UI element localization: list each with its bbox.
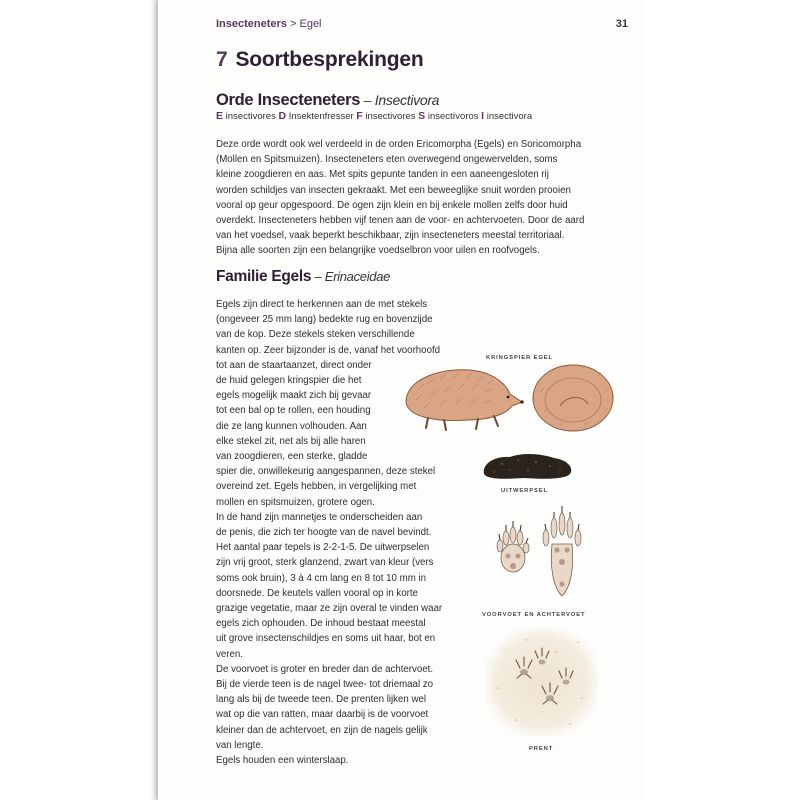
figure-label-prent: PRENT bbox=[529, 746, 554, 752]
intro-line: vooral op geur opgespoord. De ogen zijn klein en bij enkele mollen zelfs door huid bbox=[216, 199, 568, 211]
body-line: de penis, die zich ter hoogte van de navel bevindt. bbox=[216, 527, 432, 539]
track-print-illustration bbox=[486, 628, 598, 736]
body-line: tot aan de staartaanzet, direct onder bbox=[216, 359, 372, 371]
family-heading bbox=[216, 268, 390, 286]
chapter-number: 7 bbox=[216, 48, 228, 71]
body-line: soms ook bruin), 3 à 4 cm lang en 8 tot 10 mm in bbox=[216, 572, 426, 584]
intro-paragraph bbox=[216, 137, 636, 259]
body-line: wat op die van ratten, maar daarbij is de voorvoet bbox=[216, 709, 429, 721]
translation-word-e: insectivores bbox=[225, 111, 276, 122]
hind-foot-illustration bbox=[540, 504, 584, 600]
translation-lang-f: F bbox=[356, 110, 363, 122]
body-line: die ze lang kunnen volhouden. Aan bbox=[216, 420, 367, 432]
body-line: mollen en spitsmuizen, grotere ogen. bbox=[216, 496, 375, 508]
translation-word-i: insectivora bbox=[486, 111, 533, 122]
order-latin: Insectivora bbox=[374, 92, 440, 108]
body-line: grazige vegetatie, maar ze zijn overal te vinden waar bbox=[216, 603, 443, 615]
translation-word-f: insectivores bbox=[365, 111, 416, 122]
translation-lang-i: I bbox=[481, 110, 485, 122]
intro-line: Bijna alle soorten zijn een belangrijke voedselbron voor uilen en roofvogels. bbox=[216, 245, 540, 257]
body-line: zijn vrij groot, sterk glanzend, zwart van kleur (vers bbox=[216, 557, 434, 569]
body-line: de huid gelegen kringspier die het bbox=[216, 375, 362, 387]
running-head-subsection: Egel bbox=[299, 18, 322, 30]
figure-label-kringspier: KRINGSPIER EGEL bbox=[486, 355, 553, 361]
body-line: lang als bij de tweede teen. De prenten lijken wel bbox=[216, 694, 427, 706]
body-line: tot een bal op te rollen, een houding bbox=[216, 405, 371, 417]
body-line: doorsnede. De keutels vallen vooral op in korte bbox=[216, 587, 418, 599]
translations-line bbox=[216, 110, 636, 123]
running-head-separator: > bbox=[286, 18, 300, 30]
figure-label-uitwerpsel: UITWERPSEL bbox=[501, 488, 549, 494]
intro-line: worden schildjes van insecten gekraakt. Met een beweeglijke snuit worden prooien bbox=[216, 184, 571, 196]
dropping-illustration bbox=[480, 448, 576, 484]
body-line: overeind zet. Egels hebben, in vergelijking met bbox=[216, 481, 417, 493]
body-line: (ongeveer 25 mm lang) bedekte rug en bovenzijde bbox=[216, 314, 433, 326]
body-line: Het aantal paar tepels is 2-2-1-5. De uitwerpselen bbox=[216, 542, 430, 554]
running-head bbox=[216, 16, 628, 32]
body-line: van zoogdieren, een sterke, gladde bbox=[216, 451, 368, 463]
body-line: egels mogelijk maakt zich bij gevaar bbox=[216, 390, 372, 402]
body-line: egels zich ophouden. De inhoud bestaat meestal bbox=[216, 618, 426, 630]
running-head-section: Insecteneters bbox=[216, 18, 287, 30]
body-line: van lengte. bbox=[216, 739, 264, 751]
translation-lang-e: E bbox=[216, 110, 224, 122]
chapter-title-text: Soortbesprekingen bbox=[235, 48, 424, 71]
book-page bbox=[158, 0, 642, 800]
body-line: veren. bbox=[216, 648, 243, 660]
figure-label-voorvoet: VOORVOET EN ACHTERVOET bbox=[482, 612, 586, 618]
family-name: Familie Egels bbox=[216, 268, 312, 285]
order-heading bbox=[216, 91, 439, 110]
translation-word-d: Insektenfresser bbox=[288, 111, 354, 122]
body-line: Bij de vierde teen is de nagel twee- tot driemaal zo bbox=[216, 679, 434, 691]
intro-line: van het voedsel, vaak beperkt beschikbaar, zijn insecteneters meestal territoriaal. bbox=[216, 230, 565, 242]
body-line: kanten op. Zeer bijzonder is de, vanaf het voorhoofd bbox=[216, 344, 441, 356]
translation-word-s: insectívoros bbox=[427, 111, 479, 122]
body-line: spier die, onwillekeurig aangespannen, deze stekel bbox=[216, 466, 436, 478]
translation-lang-s: S bbox=[418, 110, 426, 122]
chapter-title bbox=[216, 48, 423, 72]
body-line: Egels houden een winterslaap. bbox=[216, 755, 349, 767]
front-foot-illustration bbox=[494, 520, 532, 582]
family-latin: Erinaceidae bbox=[324, 269, 391, 284]
body-line: uit grove insectenschildjes en soms uit haar, bot en bbox=[216, 633, 436, 645]
translation-lang-d: D bbox=[278, 110, 287, 122]
page-number: 31 bbox=[615, 18, 628, 30]
body-line: elke stekel zit, net als bij alle haren bbox=[216, 435, 366, 447]
intro-line: kleine zoogdieren en aas. Met spits gepunte tanden in een aaneengesloten rij bbox=[216, 169, 549, 181]
order-dash: – bbox=[360, 92, 375, 108]
hedgehog-illustration bbox=[398, 362, 533, 434]
intro-line: (Mollen en Spitsmuizen). Insecteneters eten overwegend ongewervelden, soms bbox=[216, 154, 558, 166]
family-dash: – bbox=[311, 269, 325, 284]
body-line: kleiner dan de achtervoet, en zijn de nagels gelijk bbox=[216, 724, 428, 736]
body-line: Egels zijn direct te herkennen aan de met stekels bbox=[216, 299, 428, 310]
body-line: In de hand zijn mannetjes te onderscheiden aan bbox=[216, 511, 423, 523]
body-line: van de kop. Deze stekels steken verschillende bbox=[216, 329, 415, 341]
intro-line: overdekt. Insecteneters hebben vijf tenen aan de voor- en achtervoeten. Door de aard bbox=[216, 215, 585, 227]
body-line: De voorvoet is groter en breder dan de achtervoet. bbox=[216, 663, 434, 675]
order-name: Orde Insecteneters bbox=[216, 91, 361, 109]
intro-line: Deze orde wordt ook wel verdeeld in de orden Ericomorpha (Egels) en Soricomorpha bbox=[216, 139, 582, 150]
rolled-hedgehog-illustration bbox=[530, 362, 616, 434]
